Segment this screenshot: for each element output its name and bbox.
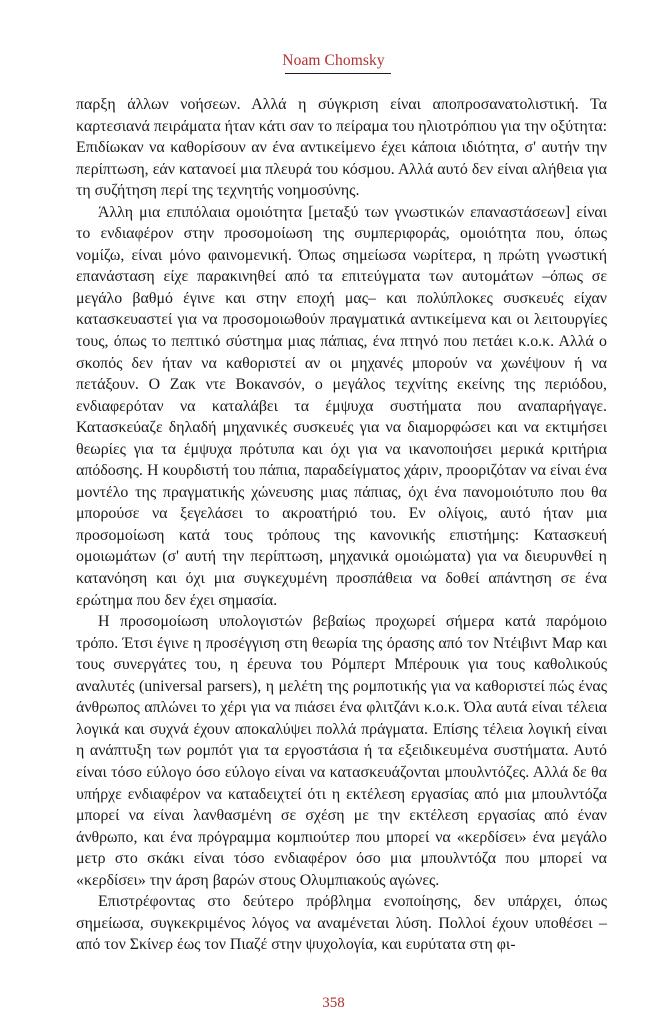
paragraph: Επιστρέφοντας στο δεύτερο πρόβλημα ενοποίησης, δεν υπάρχει, όπως σημείωσα, συγκεκριμένος λόγος να αναμένεται λύση. Πολλοί έχουν υποθέσει –από τον Σκίνερ έως τον Πιαζέ στην ψυχολογία, και ευρύτατα στη φι- (76, 893, 607, 954)
paragraph: Άλλη μια επιπόλαια ομοιότητα [μεταξύ των γνωστικών επαναστάσεων] είναι το ενδιαφέρον στην προσομοίωση της συμπεριφοράς, ομοιότητα που, όπως νομίζω, είναι μόνο φαινομενική. Όπως σημείωσα νωρίτερα, η πρώτη γνωστική επανάσταση είχε παρακινηθεί από τα επιτεύγματα των αυτομάτων –όπως σε μεγάλο βαθμό έγινε και στην εποχή μας– και πολύπλοκες συσκευές είχαν κατασκευαστεί για να προσομοιωθούν πραγματικά αντικείμενα και οι λειτουργίες τους, όπως το πεπτικό σύστημα μιας πάπιας, ένα πτηνό που πετάει κ.ο.κ. Αλλά ο σκοπός δεν ήταν να καθοριστεί αν οι μηχανές μπορούν να χωνέψουν ή να πετάξουν. Ο Ζακ ντε Βοκανσόν, ο μεγάλος τεχνίτης εκείνης της περιόδου, ενδιαφερόταν να καταλάβει τα έμψυχα συστήματα που αναπαρήγαγε. Κατασκεύαζε δηλαδή μηχανικές συσκευές για να διαμορφώσει και να εκτιμήσει θεωρίες για τα έμψυχα πρότυπα και όχι για να ικανοποιήσει μερικά κριτήρια απόδοσης. Η κουρδιστή του πάπια, παραδείγματος χάριν, προοριζόταν να είναι ένα μοντέλο της πραγματικής χώνευσης μιας πάπιας, όχι ένα πανομοιότυπο που θα μπορούσε να ξεγελάσει το ακροατήριό του. Εν ολίγοις, αυτό ήταν μια προσομοίωση κατά τους τρόπους της κανονικής επιστήμης: Κατασκευή ομοιωμάτων (σ' αυτή την περίπτωση, μηχανικά ομοιώματα) για να διευρυνθεί η κατανόηση και όχι μια συγκεχυμένη προσπάθεια να δοθεί απάντηση σε ένα ερώτημα που δεν έχει σημασία. (76, 203, 607, 609)
running-header: Noam Chomsky (282, 52, 385, 69)
header-underline (285, 73, 391, 74)
paragraph: Η προσομοίωση υπολογιστών βεβαίως προχωρεί σήμερα κατά παρόμοιο τρόπο. Έτσι έγινε η προσέγγιση στη θεωρία της όρασης από τον Ντέιβιντ Μαρ και τους συνεργάτες του, η έρευνα του Ρόμπερτ Μπέρουικ για τους καθολικούς αναλυτές (universal parsers), η μελέτη της ρομποτικής για να καθοριστεί πώς ένας άνθρωπος απλώνει το χέρι για να πιάσει ένα φλιτζάνι κ.ο.κ. Όλα αυτά είναι τέλεια λογικά και συχνά έχουν αποκαλύψει πολλά πράγματα. Επίσης τέλεια λογική είναι η ανάπτυξη των ρομπότ για τα εργοστάσια ή τα εξειδικευμένα συστήματα. Αυτό είναι τόσο εύλογο όσο εύλογο είναι να κατασκευάζονται μπουλντόζες. Αλλά δε θα υπήρχε ενδιαφέρον να καταδειχτεί ότι η εκτέλεση εργασίας από μια μπουλντόζα μπορεί να είναι λανθασμένη σε σχέση με την εκτέλεση εργασίας από έναν άνθρωπο, και ένα πρόγραμμα κομπιούτερ που μπορεί να «κερδίσει» ένα μεγάλο μετρ στο σκάκι είναι τόσο ενδιαφέρον όσο μια μπουλντόζα που μπορεί να «κερδίσει» την άρση βαρών στους Ολυμπιακούς αγώνες. (76, 613, 607, 889)
body-text (76, 94, 607, 956)
paragraph-continued: παρξη άλλων νοήσεων. Αλλά η σύγκριση είναι αποπροσανατολιστική. Τα καρτεσιανά πειράματα ήταν κάτι σαν το πείραμα του ηλιοτρόπιου για την οξύτητα: Επιδίωκαν να καθορίσουν αν ένα αντικείμενο έχει κάποια ιδιότητα, σ' αυτήν την περίπτωση, εάν κατανοεί μια πλευρά του κόσμου. Αλλά αυτό δεν είναι αλήθεια για τη συζήτηση περί της τεχνητής νοημοσύνης. (76, 96, 607, 200)
page-number: 358 (322, 995, 345, 1011)
